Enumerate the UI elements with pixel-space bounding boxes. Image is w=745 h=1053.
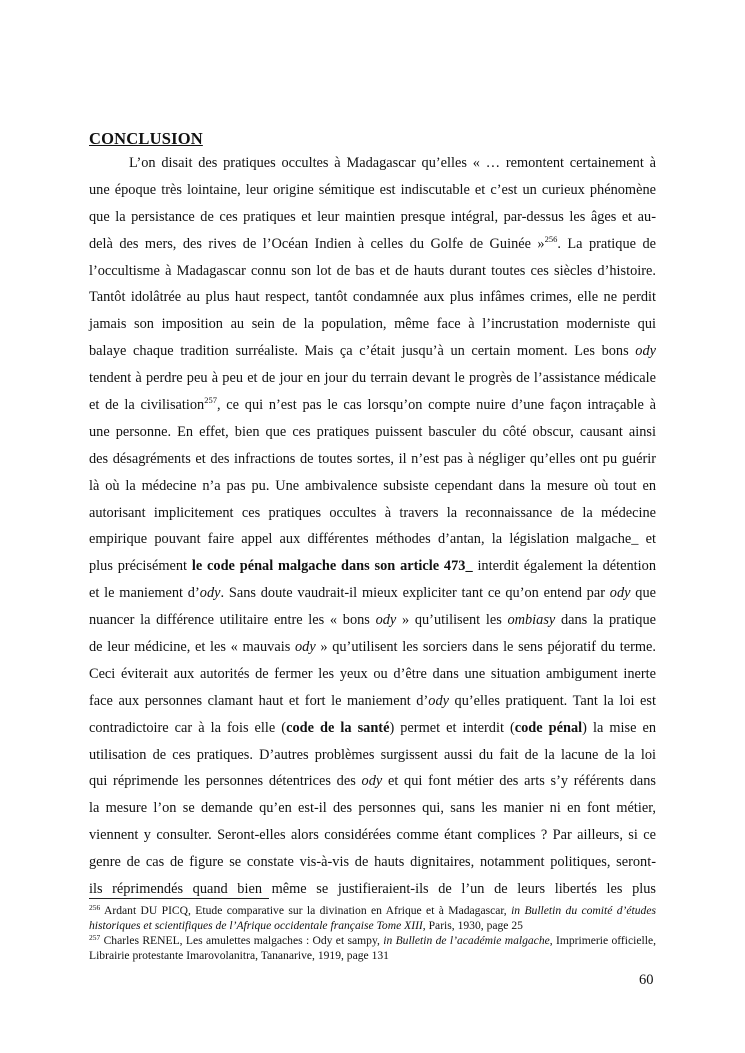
- text-run: interdit également la détention: [472, 558, 656, 575]
- italic-term: in Bulletin de l’académie malgache: [383, 934, 550, 948]
- text-line: [89, 338, 656, 365]
- text-line: [89, 795, 656, 822]
- text-run: ) la mise en: [582, 719, 657, 736]
- text-line: [89, 822, 656, 849]
- italic-term: ombiasy: [507, 612, 556, 629]
- text-line: [89, 311, 656, 338]
- text-line: [89, 688, 656, 715]
- text-line: [89, 607, 656, 634]
- footnote-marker: 257: [89, 933, 101, 943]
- text-line: [89, 258, 656, 285]
- text-line: [89, 204, 656, 231]
- footnote-marker: 257: [204, 395, 217, 406]
- text-run: L’on disait des pratiques occultes à Madagascar qu’elles « … remontent certainement à: [129, 155, 656, 171]
- text-line: [89, 526, 656, 553]
- footnote-separator: [89, 898, 269, 899]
- text-run: » qu’utilisent les: [396, 612, 508, 629]
- text-run: et de la civilisation: [89, 397, 205, 414]
- text-run: dans la pratique: [555, 612, 656, 629]
- bold-term: le code pénal malgache dans son article 473_: [191, 558, 473, 575]
- text-line: [89, 553, 656, 580]
- text-line: [89, 284, 656, 311]
- text-run: , ce qui n’est pas le cas lorsqu’on compte nuire d’une façon intraçable à: [216, 397, 656, 414]
- text-run: ) permet et interdit (: [389, 719, 515, 736]
- text-run: , Paris, 1930, page 25: [422, 918, 523, 932]
- text-run: . La pratique de: [557, 235, 656, 252]
- text-run: empirique pouvant faire appel aux différentes méthodes d’antan, la législation malgache_ et: [89, 531, 656, 548]
- footnote: [89, 934, 656, 963]
- footnote-marker: 256: [89, 903, 101, 912]
- text-run: utilisation de ces pratiques. D’autres problèmes surgissent aussi du fait de la lacune de la loi: [89, 746, 656, 763]
- text-run: que: [630, 585, 657, 602]
- text-line: [89, 634, 656, 661]
- text-run: qu’elles pratiquent. Tant la loi est: [448, 692, 656, 709]
- text-line: [89, 231, 656, 258]
- text-run: , Imprimerie officielle, Librairie protestante Imarovolanitra, Tananarive, 1919, page 131: [89, 934, 657, 962]
- text-run: ils réprimendés quand bien même se justifieraient-ils de l’un de leurs libertés les plus: [89, 881, 656, 898]
- text-run: genre de cas de figure se constate vis-à-vis de hauts dignitaires, notamment politiques, seront-: [89, 854, 656, 871]
- text-run: que la persistance de ces pratiques et leur maintien presque intégral, par-dessus les âges et au-: [89, 208, 656, 225]
- text-run: des désagréments et des infractions de toutes sortes, il n’est pas à négliger qu’elles ont pu guérir: [89, 450, 656, 467]
- text-run: contradictoire car à la fois elle (: [89, 719, 287, 736]
- page-number: 60: [639, 972, 654, 988]
- text-run: balaye chaque tradition surréaliste. Mais ça c’était jusqu’à un certain moment. Les bons: [89, 343, 636, 360]
- text-line: [89, 446, 656, 473]
- text-run: là où la médecine n’a pas pu. Une ambivalence subsiste cependant dans la mesure où tout en: [89, 477, 656, 494]
- text-run: tendent à perdre peu à peu et de jour en jour du terrain devant le progrès de l’assistance médicale: [89, 370, 656, 387]
- text-line: [89, 715, 656, 742]
- text-run: jamais son imposition au sein de la population, même face à l’incrustation moderniste qui: [89, 316, 656, 333]
- footnotes: [89, 904, 656, 964]
- text-run: et qui font métier des arts s’y référents dans: [382, 773, 656, 790]
- text-run: et le maniement d’: [89, 585, 200, 602]
- text-run: la mesure l’on se demande qu’en est-il des personnes qui, sans les manier ni en font métier,: [89, 800, 656, 817]
- text-run: » qu’utilisent les sorciers dans le sens péjoratif du terme.: [315, 639, 656, 656]
- text-line: [89, 365, 656, 392]
- text-run: une personne. En effet, bien que ces pratiques puissent basculer du côté obscur, causant ainsi: [89, 423, 656, 440]
- italic-term: ody: [609, 585, 631, 602]
- text-line: [89, 742, 656, 769]
- text-run: Charles RENEL, Les amulettes malgaches : Ody et sampy,: [100, 934, 384, 948]
- text-line: [89, 392, 656, 419]
- text-line: [89, 177, 656, 204]
- text-line: [89, 500, 656, 527]
- text-run: Ceci éviterait aux autorités de fermer les yeux ou d’être dans une situation ambigument inerte: [89, 665, 656, 682]
- text-run: . Sans doute vaudrait-il mieux expliciter tant ce qu’on entend par: [220, 585, 610, 602]
- text-run: plus précisément: [89, 558, 192, 575]
- text-run: Ardant DU PICQ, Etude comparative sur la divination en Afrique et à Madagascar,: [100, 904, 512, 917]
- text-run: nuancer la différence utilitaire entre les « bons: [89, 612, 376, 629]
- bold-term: code pénal: [514, 719, 583, 736]
- text-run: Tantôt idolâtrée au plus haut respect, tantôt condamnée aux plus infâmes crimes, elle ne perdit: [89, 289, 656, 306]
- text-line: [89, 768, 656, 795]
- footnote-marker: 256: [544, 233, 558, 244]
- italic-term: ody: [635, 343, 656, 360]
- text-run: viennent y consulter. Seront-elles alors considérées comme étant complices ? Par ailleurs, si ce: [89, 827, 656, 844]
- text-line: [89, 473, 656, 500]
- bold-term: code de la santé: [286, 719, 390, 736]
- italic-term: ody: [294, 639, 316, 656]
- text-run: autorisant implicitement ces pratiques occultes à travers la reconnaissance de la médecine: [89, 504, 656, 521]
- text-run: une époque très lointaine, leur origine sémitique est indiscutable et c’est un curieux phénomène: [89, 181, 656, 198]
- italic-term: ody: [375, 612, 397, 629]
- text-line: [89, 150, 656, 177]
- text-line: [89, 661, 656, 688]
- text-run: de leur médicine, et les « mauvais: [89, 639, 295, 656]
- text-run: l’occultisme à Madagascar connu son lot de bas et de hauts durant toutes ces siècles d’histoire.: [89, 262, 656, 279]
- text-run: qui réprimende les personnes détentrices des: [89, 773, 362, 790]
- italic-term: ody: [199, 585, 221, 602]
- text-line: [89, 849, 656, 876]
- italic-term: ody: [361, 773, 383, 790]
- italic-term: ody: [428, 692, 449, 709]
- section-heading: CONCLUSION: [89, 129, 203, 148]
- footnote: [89, 904, 656, 933]
- text-run: face aux personnes clamant haut et fort le maniement d’: [89, 692, 429, 709]
- text-line: [89, 419, 656, 446]
- text-line: [89, 580, 656, 607]
- italic-term: in Bulletin du comité d’études historiques et scientifiques de l’Afrique occidentale française Tome XIII: [89, 904, 657, 932]
- body-paragraph: [89, 150, 656, 903]
- text-run: delà des mers, des rives de l’Océan Indien à celles du Golfe de Guinée »: [89, 235, 545, 252]
